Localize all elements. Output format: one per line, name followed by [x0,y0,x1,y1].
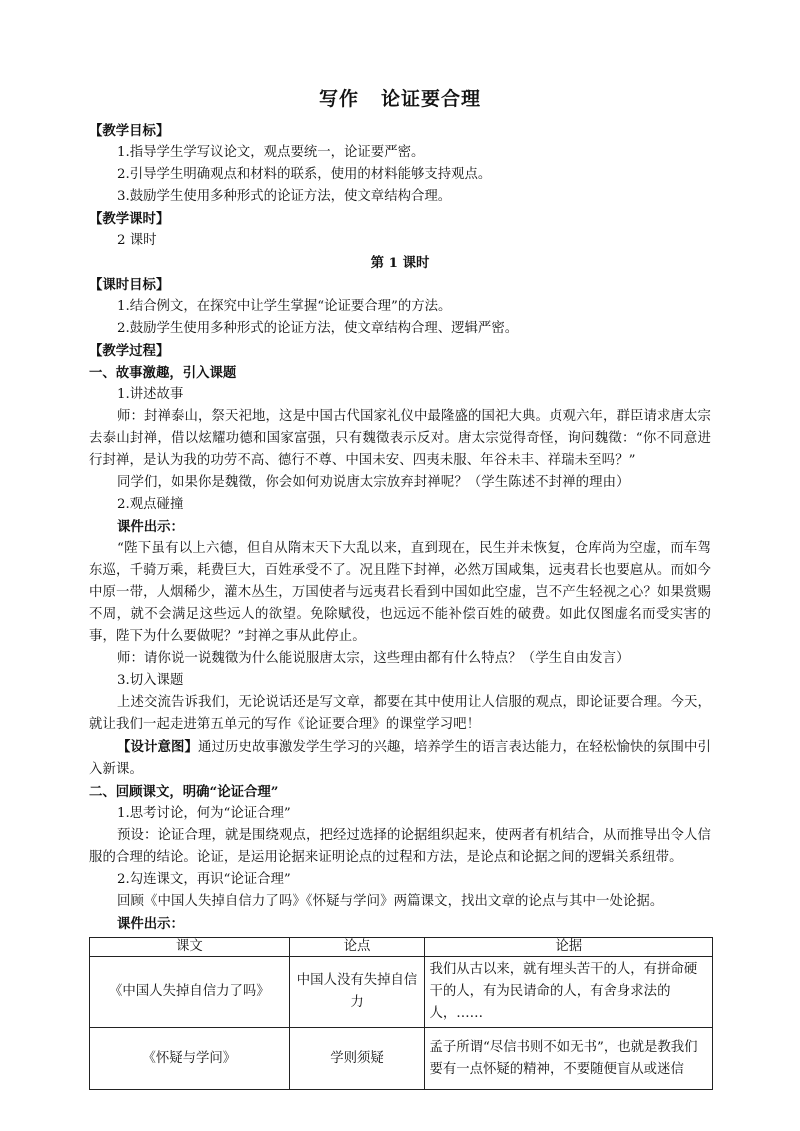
courseware-label: 课件出示： [117,519,184,535]
table-header-row [90,938,713,957]
section-1-heading: 一、故事激趣，引入课题 [89,365,237,381]
table-cell-text: 《中国人失掉自信力了吗》 [90,957,290,1028]
table-cell-point: 学则须疑 [289,1028,425,1090]
table-cell-evidence: 孟子所谓“尽信书则不如无书”，也就是教我们要有一点怀疑的精神，不要随便盲从或迷信 [425,1028,713,1090]
goal-item: 3.鼓励学生使用多种形式的论证方法，使文章结构合理。 [117,189,452,204]
argument-table [89,937,713,1090]
goals-heading: 【教学目标】 [89,123,170,139]
design-label: 【设计意图】 [117,739,198,755]
process-heading: 【教学过程】 [89,343,170,359]
preset-paragraph: 预设：论证合理，就是围绕观点，把经过选择的论据组织起来，使两者有机结合，从而推导出令人信服的合理的结论。论证，是运用论据来证明论点的过程和方法，是论点和论据之间的逻辑关系纽带。 [89,828,711,865]
lesson-title: 第 1 课时 [370,255,430,271]
table-cell-evidence: 我们从古以来，就有埋头苦干的人，有拼命硬干的人，有为民请命的人，有舍身求法的人，…… [425,957,713,1028]
courseware-label: 课件出示： [117,916,184,932]
step-topic: 3.切入课题 [117,673,184,688]
document-page [89,86,711,1090]
table-header: 论据 [425,938,713,957]
step-discuss: 1.思考讨论，何为“论证合理” [117,806,291,821]
title-part-topic: 论证要合理 [381,88,482,110]
title-part-writing: 写作 [318,88,359,110]
quote-paragraph: “陛下虽有以上六德，但自从隋末天下大乱以来，直到现在，民生并未恢复，仓库尚为空虚，而车驾东巡，千骑万乘，耗费巨大，百姓承受不了。况且陛下封禅，必然万国咸集，远夷君长也要扈从。而如今中原一带，人烟稀少，灌木丛生，万国使者与远夷君长看到中国如此空虚，岂不产生轻视之心？如果赏赐不周，就不会满足这些远人的欲望。免除赋役，也远远不能补偿百姓的破费。如此仅图虚名而受实害的事，陛下为什么要做呢？”封禅之事从此停止。 [89,541,711,644]
table-cell-point: 中国人没有失掉自信力 [289,957,425,1028]
goal-item: 2.引导学生明确观点和材料的联系，使用的材料能够支持观点。 [117,167,492,182]
document-title [89,86,711,112]
teacher-question: 师：请你说一说魏徵为什么能说服唐太宗，这些理由都有什么特点？（学生自由发言） [117,651,630,666]
table-row [90,957,713,1028]
lesson-goal-item: 2.鼓励学生使用多种形式的论证方法，使文章结构合理、逻辑严密。 [117,321,519,336]
hours-value: 2 课时 [117,233,157,248]
question-paragraph: 同学们，如果你是魏徵，你会如何劝说唐太宗放弃封禅呢？（学生陈述不封禅的理由） [117,475,630,490]
lesson-goals-heading: 【课时目标】 [89,277,170,293]
review-paragraph: 回顾《中国人失掉自信力了吗》《怀疑与学问》两篇课文，找出文章的论点与其中一处论据。 [117,894,664,909]
design-text: 通过历史故事激发学生学习的兴趣，培养学生的语言表达能力，在轻松愉快的氛围中引入新课。 [89,740,711,777]
table-header: 课文 [90,938,290,957]
hours-heading: 【教学课时】 [89,211,170,227]
step-storytelling: 1.讲述故事 [117,387,184,402]
story-paragraph: 师：封禅泰山，祭天祀地，这是中国古代国家礼仪中最隆盛的国祀大典。贞观六年，群臣请求唐太宗去泰山封禅，借以炫耀功德和国家富强，只有魏徵表示反对。唐太宗觉得奇怪，询问魏徵：“你不同意进行封禅，是认为我的功劳不高、德行不尊、中国未安、四夷未服、年谷未丰、祥瑞未至吗？” [89,409,711,468]
goal-item: 1.指导学生学写议论文，观点要统一，论证要严密。 [117,145,425,160]
step-viewpoints: 2.观点碰撞 [117,497,184,512]
design-intent [89,736,711,781]
section-2-heading: 二、回顾课文，明确“论证合理” [89,784,279,800]
table-row [90,1028,713,1090]
intro-paragraph: 上述交流告诉我们，无论说话还是写文章，都要在其中使用让人信服的观点，即论证要合理。今天，就让我们一起走进第五单元的写作《论证要合理》的课堂学习吧！ [89,695,711,732]
step-review: 2.勾连课文，再识“论证合理” [117,872,291,887]
table-cell-text: 《怀疑与学问》 [90,1028,290,1090]
table-header: 论点 [289,938,425,957]
lesson-goal-item: 1.结合例文，在探究中让学生掌握“论证要合理”的方法。 [117,299,452,314]
